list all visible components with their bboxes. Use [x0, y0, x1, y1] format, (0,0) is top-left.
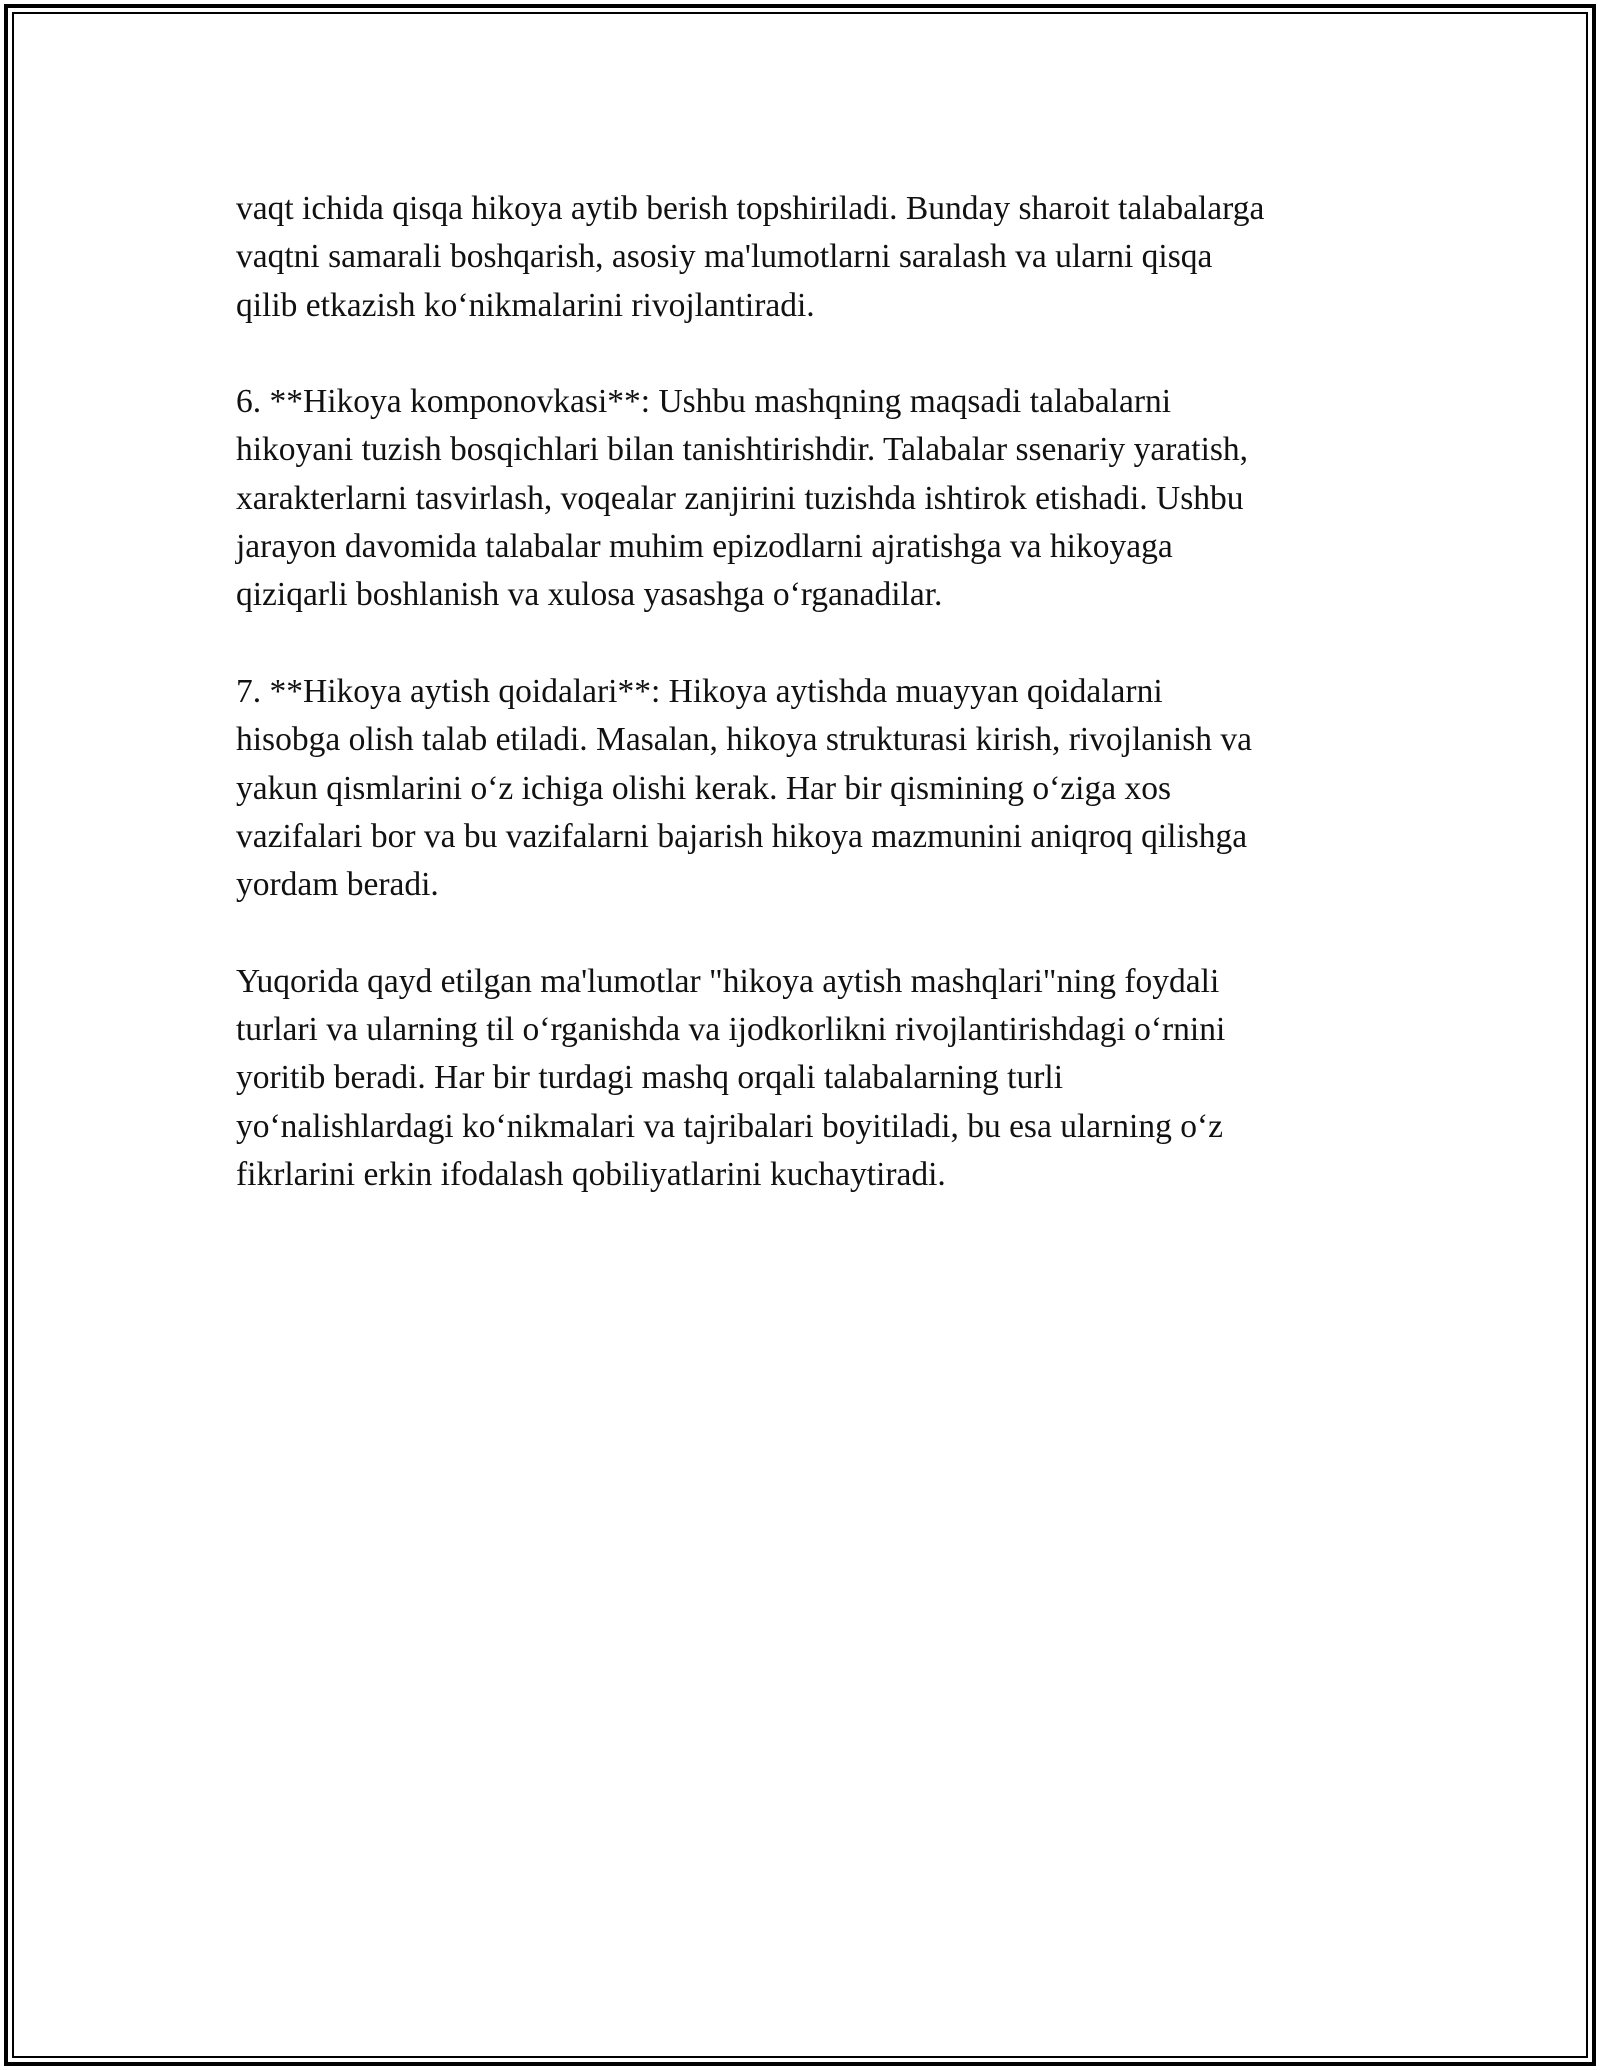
text-line: vaqt ichida qisqa hikoya aytib berish topshiriladi. Bunday sharoit talabalarga: [236, 190, 1265, 227]
text-line: xarakterlarni tasvirlash, voqealar zanjirini tuzishda ishtirok etishadi. Ushbu: [236, 479, 1244, 517]
text-line: yoritib beradi. Har bir turdagi mashq orqali talabalarning turli: [236, 1059, 1064, 1097]
paragraph-conclusion: [236, 958, 1396, 1199]
text-line: yakun qismlarini oʻz ichiga olishi kerak. Har bir qismining oʻziga xos: [236, 769, 1172, 807]
text-line: turlari va ularning til oʻrganishda va ijodkorlikni rivojlantirishdagi oʻrnini: [236, 1011, 1226, 1049]
text-line: 7. **Hikoya aytish qoidalari**: Hikoya aytishda muayyan qoidalarni: [236, 672, 1163, 710]
document-body: [236, 185, 1396, 1248]
text-line: jarayon davomida talabalar muhim epizodlarni ajratishga va hikoyaga: [236, 528, 1173, 566]
text-line: qilib etkazish koʻnikmalarini rivojlantiradi.: [236, 286, 815, 324]
text-line: hikoyani tuzish bosqichlari bilan tanishtirishdir. Talabalar ssenariy yaratish,: [236, 431, 1249, 469]
paragraph-item-7: [236, 668, 1396, 909]
text-line: fikrlarini erkin ifodalash qobiliyatlarini kuchaytiradi.: [236, 1155, 946, 1193]
text-line: yoʻnalishlardagi koʻnikmalari va tajribalari boyitiladi, bu esa ularning oʻz: [236, 1107, 1224, 1145]
paragraph-item-6: [236, 378, 1396, 619]
text-line: yordam beradi.: [236, 866, 439, 904]
text-line: Yuqorida qayd etilgan ma'lumotlar "hikoya aytish mashqlari"ning foydali: [236, 962, 1220, 1000]
text-line: qiziqarli boshlanish va xulosa yasashga oʻrganadilar.: [236, 576, 943, 614]
text-line: 6. **Hikoya komponovkasi**: Ushbu mashqning maqsadi talabalarni: [236, 383, 1172, 421]
text-line: vazifalari bor va bu vazifalarni bajarish hikoya mazmunini aniqroq qilishga: [236, 817, 1248, 855]
paragraph-continuation: [236, 185, 1396, 330]
text-line: hisobga olish talab etiladi. Masalan, hikoya strukturasi kirish, rivojlanish va: [236, 721, 1252, 759]
text-line: vaqtni samarali boshqarish, asosiy ma'lumotlarni saralash va ularni qisqa: [236, 238, 1213, 276]
